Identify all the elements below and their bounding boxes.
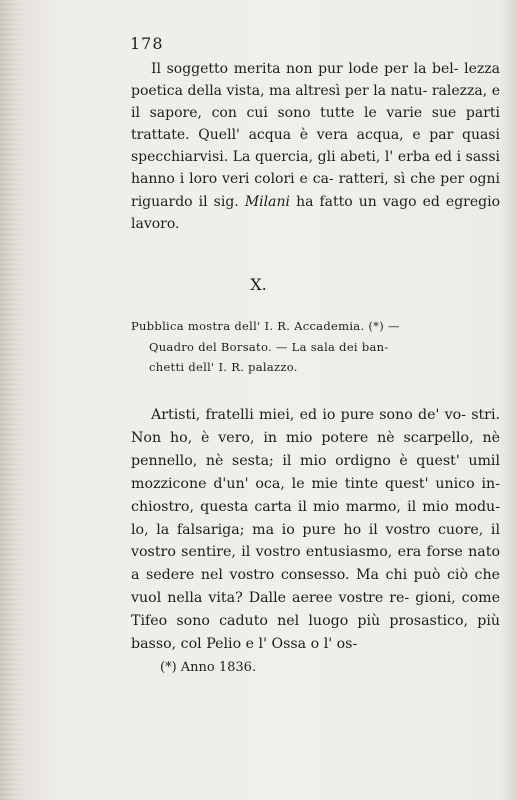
p2-line-1: Artisti, fratelli miei, ed io pure sono de' vo- <box>151 407 466 423</box>
p1-line-2: lezza poetica della vista, ma altresì per la natu- <box>131 61 500 100</box>
paragraph-2 <box>131 404 500 656</box>
heading-line-3: chetti dell' I. R. palazzo. <box>149 360 298 374</box>
p2-line-11: prosastico, più basso, col Pelio e l' Ossa o l' os- <box>131 613 500 653</box>
p1-line-1: Il soggetto merita non pur lode per la bel- <box>151 61 459 77</box>
heading-line-1: Pubblica mostra dell' I. R. Accademia. (*) — <box>131 319 400 333</box>
p2-line-9: ciò che vuol nella vita? Dalle aeree vostre re- <box>131 567 500 607</box>
footnote: (*) Anno 1836. <box>160 660 257 675</box>
p1-line-3: ralezza, e il sapore, con cui sono tutte le varie <box>131 83 500 122</box>
heading-line-2: Quadro del Borsato. — La sala dei ban- <box>149 339 389 354</box>
p2-line-6: lo, la falsariga; ma io pure ho il vostro cuore, il <box>131 521 500 538</box>
p1-line-5: par quasi specchiarvisi. La quercia, gli abeti, <box>131 127 500 166</box>
page-gutter <box>0 0 22 800</box>
p2-line-10: gioni, come Tifeo sono caduto nel luogo più <box>131 590 500 630</box>
p2-line-5: chiostro, questa carta il mio marmo, il mio modu- <box>131 498 500 515</box>
paragraph-1 <box>131 58 500 235</box>
page-number: 178 <box>130 34 164 53</box>
p2-line-4: mozzicone d'un' oca, le mie tinte quest' unico in- <box>131 475 500 492</box>
p1-italic-name: Milani <box>244 193 290 210</box>
section-number: X. <box>250 275 267 294</box>
p2-line-2: stri. Non ho, è vero, in mio potere nè scarpello, <box>131 407 500 446</box>
p1-line-7: ratteri, sì che per ogni riguardo il sig. <box>131 171 500 210</box>
p1-line-6: l' erba ed i sassi hanno i loro veri colori e ca- <box>131 149 501 188</box>
p2-line-3: nè pennello, nè sesta; il mio ordigno è quest' umil <box>131 429 500 469</box>
p2-line-7: vostro sentire, il vostro entusiasmo, era forse <box>131 544 463 561</box>
p2-line-8: nato a sedere nel vostro consesso. Ma chi può <box>131 544 500 584</box>
p1-line-8: ha fatto un vago ed egregio lavoro. <box>131 193 501 232</box>
p1-line-4: sue parti trattate. Quell' acqua è vera acqua, e <box>131 105 500 144</box>
section-heading <box>131 316 501 378</box>
